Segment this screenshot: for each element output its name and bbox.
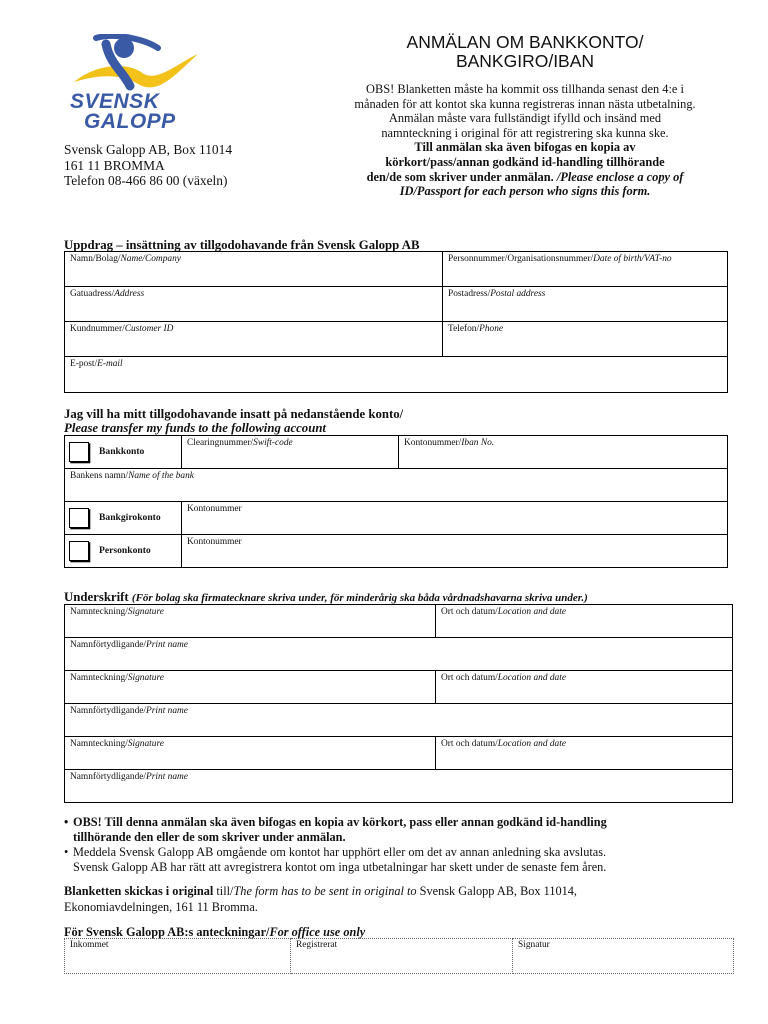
notes-list (64, 815, 734, 875)
iban-field[interactable]: Kontonummer/Iban No. (399, 436, 728, 469)
clearing-number-field[interactable]: Clearingnummer/Swift-code (182, 436, 399, 469)
signature-table (64, 604, 733, 803)
logo-text-galopp: GALOPP (84, 110, 176, 133)
location-date-field-2[interactable]: Ort och datum/Location and date (436, 671, 733, 704)
office-registered-cell: Registrerat (291, 939, 513, 974)
office-use-heading: För Svensk Galopp AB:s anteckningar/For office use only (64, 925, 366, 939)
section-account-heading: Jag vill ha mitt tillgodohavande insatt på nedanstående konto/ Please transfer my funds to the following account (64, 407, 404, 435)
form-title (330, 33, 720, 71)
signature-field-3[interactable]: Namnteckning/Signature (65, 737, 436, 770)
bankgiro-account-field[interactable]: Kontonummer (182, 502, 728, 535)
bullet-icon: • (64, 815, 69, 829)
location-date-field-1[interactable]: Ort och datum/Location and date (436, 605, 733, 638)
bankkonto-checkbox[interactable] (69, 442, 89, 462)
list-item: • OBS! Till denna anmälan ska även bifogas en kopia av körkort, pass eller annan godkänd id-handling tillhörande den eller de som skriver under anmälan. (64, 815, 607, 844)
notice-bold-line: Till anmälan ska även bifogas en kopia av (414, 140, 636, 155)
list-item: • Meddela Svensk Galopp AB omgående om kontot har upphört eller om det av annan anledning ska avslutas. Svensk Galopp AB har rätt att avregistrera kontot om inga utbetalningar har skett under de senaste fem åren. (64, 845, 607, 874)
title-line: ANMÄLAN OM BANKKONTO/ (406, 32, 644, 52)
signature-field-2[interactable]: Namnteckning/Signature (65, 671, 436, 704)
street-address-field[interactable]: Gatuadress/Address (65, 287, 443, 322)
personkonto-checkbox[interactable] (69, 541, 89, 561)
personkonto-option[interactable]: Personkonto (65, 535, 182, 568)
customer-info-table (64, 251, 728, 393)
account-table (64, 435, 728, 568)
postal-address-field[interactable]: Postadress/Postal address (443, 287, 728, 322)
name-field[interactable]: Namn/Bolag/Name/Company (65, 252, 443, 287)
notice-line: Anmälan måste vara fullständigt ifylld och insänd med (388, 111, 662, 126)
bankgiro-checkbox[interactable] (69, 508, 89, 528)
location-date-field-3[interactable]: Ort och datum/Location and date (436, 737, 733, 770)
address-phone: Telefon 08-466 86 00 (växeln) (64, 173, 228, 188)
notice-bold-line: körkort/pass/annan godkänd id-handling tillhörande (385, 154, 665, 169)
address-line: Svensk Galopp AB, Box 11014 (64, 142, 233, 157)
notice-line: månaden för att kontot ska kunna registreras innan nästa utbetalning. (354, 96, 696, 111)
office-signature-cell: Signatur (513, 939, 734, 974)
send-instructions: Blanketten skickas i original till/The form has to be sent in original to Svensk Galopp AB, Box 11014, Ekonomiavdelningen, 161 11 Bromma. (64, 884, 577, 914)
section-assignment-heading: Uppdrag – insättning av tillgodohavande från Svensk Galopp AB (64, 238, 420, 252)
bullet-icon: • (64, 845, 69, 859)
personkonto-account-field[interactable]: Kontonummer (182, 535, 728, 568)
company-address (64, 142, 232, 189)
email-field[interactable]: E-post/E-mail (65, 357, 728, 393)
office-received-cell: Inkommet (65, 939, 291, 974)
notice-italic-line: ID/Passport for each person who signs this form. (399, 184, 651, 199)
section-signature-heading: Underskrift (För bolag ska firmatecknare skriva under, för minderårig ska båda vårdnadshavarna skriva under.) (64, 590, 588, 604)
logo-text-svensk: SVENSK (70, 90, 160, 113)
bankkonto-option[interactable]: Bankkonto (65, 436, 182, 469)
print-name-field-1[interactable]: Namnförtydligande/Print name (65, 638, 733, 671)
bankgiro-option[interactable]: Bankgirokonto (65, 502, 182, 535)
form-notice (320, 82, 730, 199)
address-line: 161 11 BROMMA (64, 157, 165, 173)
print-name-field-2[interactable]: Namnförtydligande/Print name (65, 704, 733, 737)
notice-line: namnteckning i original för att registrering ska kunna ske. (381, 125, 669, 140)
title-line: BANKGIRO/IBAN (455, 51, 595, 71)
bank-name-field[interactable]: Bankens namn/Name of the bank (65, 469, 728, 502)
office-use-table (64, 938, 734, 974)
notice-italic-line: /Please enclose a copy of (553, 169, 684, 184)
notice-line: OBS! Blanketten måste ha kommit oss tillhanda senast den 4:e i (366, 82, 684, 96)
signature-field-1[interactable]: Namnteckning/Signature (65, 605, 436, 638)
customer-id-field[interactable]: Kundnummer/Customer ID (65, 322, 443, 357)
print-name-field-3[interactable]: Namnförtydligande/Print name (65, 770, 733, 803)
personal-number-field[interactable]: Personnummer/Organisationsnummer/Date of birth/VAT-no (443, 252, 728, 287)
notice-bold-line: den/de som skriver under anmälan. (366, 169, 554, 184)
phone-field[interactable]: Telefon/Phone (443, 322, 728, 357)
